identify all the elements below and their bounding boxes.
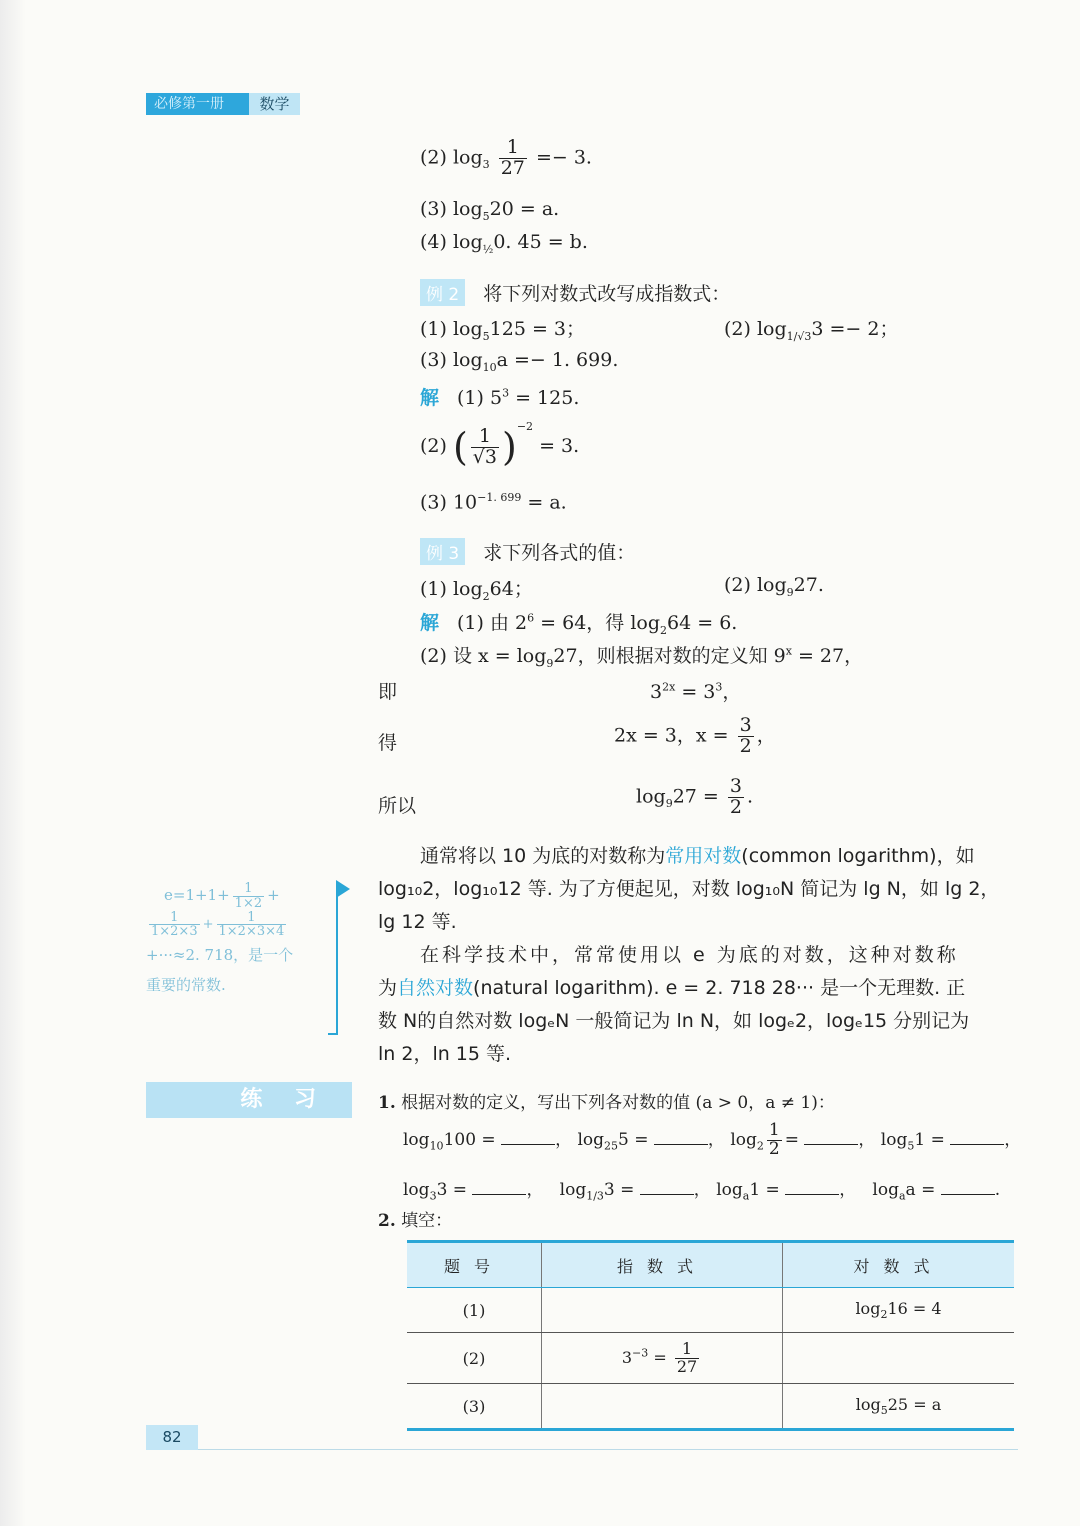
answer-blank[interactable]	[804, 1144, 858, 1145]
step-label-suoyi: 所以	[378, 795, 417, 817]
step-equation-3: $\log_927$ = $\frac{3}{2}$ .	[636, 775, 754, 818]
side-note-pointer-icon	[336, 880, 350, 898]
answer-cell[interactable]	[542, 1288, 783, 1333]
side-note-e-constant: e=1+1+ $\frac{1}{1\times 2}$ + $\frac{1}{1\times 2\times 3}$ + $\frac{1}{1\times 2\times 3\times 4}$ +···≈2. 718，是一个 重要的常数.	[146, 880, 294, 995]
table-row: (1) $\log_216 = 4$	[407, 1288, 1014, 1333]
example-2-solution-1: 解 (1) $5^3 = 125$.	[420, 386, 580, 409]
practice-question-2: 2. 填空：	[378, 1211, 453, 1231]
natural-log-paragraph: 在科学技术中，常常使用以 e 为底的对数，这种对数称 为自然对数(natural logarithm). e = 2. 718 28··· 是一个无理数. 正 数 N的自然对数 logₑN 一般简记为 ln N，如 logₑ2，logₑ15 分别记为 ln 2，ln 15 等.	[378, 944, 970, 1065]
answer-blank[interactable]	[654, 1144, 708, 1145]
book-volume-label: 必修第一册	[146, 93, 249, 115]
blank-item-1: $\log_{10}100$ =	[403, 1130, 555, 1150]
answer-blank[interactable]	[950, 1144, 1004, 1145]
prev-item-3: (3) $\log_520 = a$.	[420, 198, 560, 223]
subject-label: 数学	[249, 93, 300, 115]
prev-item-4: (4) $\log_{\frac{1}{2}}0$. 45 = b.	[420, 231, 588, 256]
step-label-de: 得	[378, 732, 398, 754]
step-equation-1: $3^{2x} = 3^3$，	[650, 680, 742, 703]
blank-item-5: $\log_33$ =	[403, 1180, 526, 1200]
example-2-q2: (2) $\log_{1/√3}3 =- 2$；	[724, 318, 899, 343]
side-note-bracket	[328, 895, 338, 1035]
answer-blank[interactable]	[640, 1194, 694, 1195]
answer-cell[interactable]	[542, 1384, 783, 1430]
answer-blank[interactable]	[941, 1194, 995, 1195]
practice-banner: 练 习	[146, 1082, 352, 1118]
blank-item-6: $\log_{1/3}3$ =	[560, 1180, 694, 1200]
page-number: 82	[146, 1425, 198, 1450]
blank-item-8: $\log_aa$ =	[872, 1180, 994, 1200]
answer-blank[interactable]	[501, 1144, 555, 1145]
example-3-solution-2: (2) 设 $x = \log_927$，则根据对数的定义知 $9^x = 27$，	[420, 644, 864, 670]
table-row: (3) $\log_525 = a$	[407, 1384, 1014, 1430]
page-edge-shadow	[0, 0, 26, 1526]
example-3-heading: 例 3 求下列各式的值：	[420, 538, 635, 565]
blank-item-2: $\log_{25}5$ =	[577, 1130, 707, 1150]
col-header-number: 题号	[407, 1242, 542, 1288]
term-natural-logarithm: 自然对数	[397, 977, 474, 999]
answer-blank[interactable]	[472, 1194, 526, 1195]
step-equation-2: 2x = 3，x = $\frac{3}{2}$ ，	[614, 714, 776, 757]
term-common-logarithm: 常用对数	[665, 845, 742, 867]
blank-item-7: $\log_a1$ =	[716, 1180, 839, 1200]
common-log-paragraph: 通常将以 10 为底的对数称为常用对数(common logarithm)，如 log₁₀2，log₁₀12 等. 为了方便起见，对数 log₁₀N 简记为 lg N，如 lg 2， lg 12 等.	[378, 845, 1000, 933]
example-2-solution-2: (2) ( $\frac{1}{√3}$ )$^{-2}$ = 3.	[420, 420, 580, 469]
practice-question-1: 1. 根据对数的定义，写出下列各对数的值 (a > 0，a ≠ 1)：	[378, 1093, 835, 1113]
blank-item-4: $\log_51$ =	[881, 1130, 1004, 1150]
table-row: (2) $3^{-3}$ = $\frac{1}{27}$	[407, 1333, 1014, 1384]
col-header-logarithmic: 对数式	[783, 1242, 1015, 1288]
example-3-q1: (1) $\log_264$；	[420, 578, 533, 603]
example-3-tag: 例 3	[420, 538, 465, 565]
footer-rule	[198, 1449, 1018, 1450]
example-3-solution-1: 解 (1) 由 $2^6 = 64$，得 $\log_264 = 6$.	[420, 611, 738, 637]
answer-cell[interactable]	[783, 1333, 1015, 1384]
example-3-q2: (2) $\log_927$.	[724, 574, 824, 599]
example-2-solution-3: (3) $10^{-1. 699} = a$.	[420, 491, 567, 514]
blank-item-3: $\log_2$ $\frac{1}{2}$ =	[730, 1130, 858, 1150]
practice-row-2: $\log_33$ = ， $\log_{1/3}3$ = ， $\log_a1$ = ， $\log_aa$ = .	[403, 1180, 1001, 1203]
practice-row-1: $\log_{10}100$ = ， $\log_{25}5$ = ， $\log_2$ $\frac{1}{2}$ = ， $\log_51$ = ，	[403, 1120, 1022, 1159]
example-2-q3: (3) $\log_{10}a =- 1$. 699.	[420, 349, 619, 374]
example-2-heading: 例 2 将下列对数式改写成指数式：	[420, 279, 730, 306]
example-2-q1: (1) $\log_5125 = 3$；	[420, 318, 585, 343]
example-2-tag: 例 2	[420, 279, 465, 306]
prev-item-2: (2) $\log_3$ $\frac{1}{27}$ =− 3.	[420, 136, 592, 179]
fill-in-table	[407, 1240, 1014, 1431]
table-header-row	[407, 1242, 1014, 1288]
col-header-exponential: 指数式	[542, 1242, 783, 1288]
step-label-ji: 即	[378, 681, 398, 703]
answer-blank[interactable]	[785, 1194, 839, 1195]
